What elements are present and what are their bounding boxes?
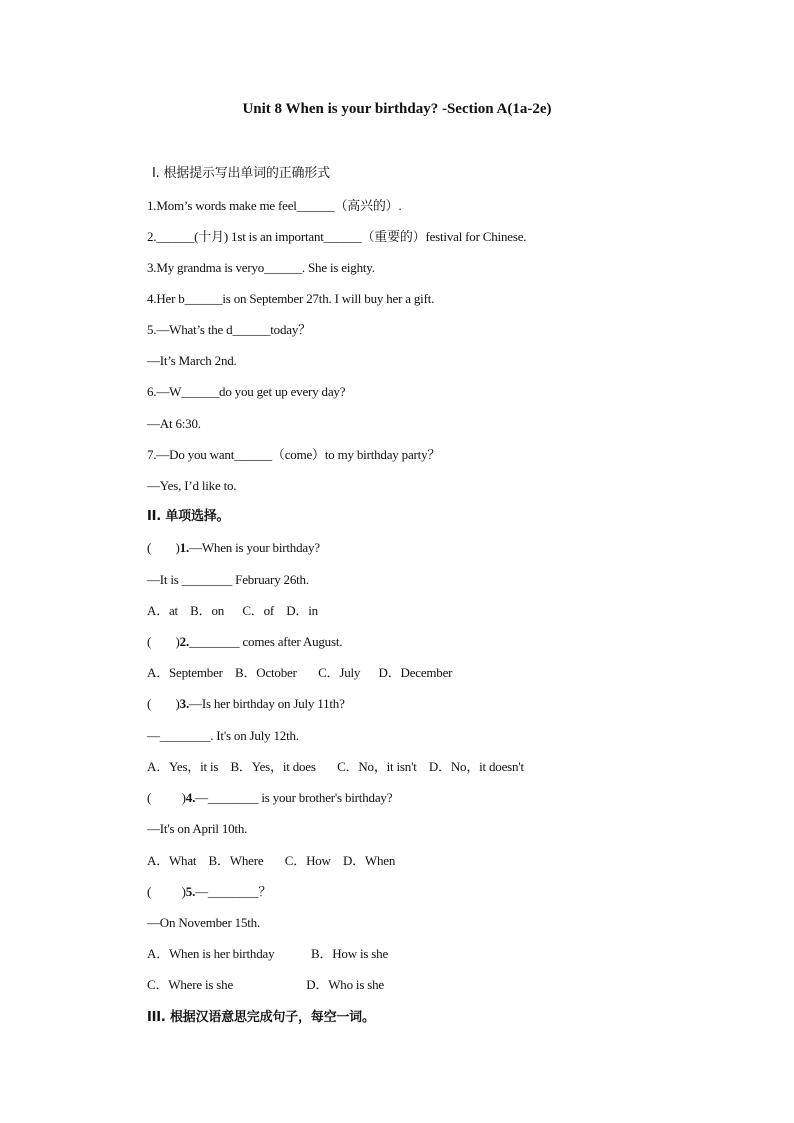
question-text: —________ is your brother's birthday? xyxy=(195,790,393,805)
options-line: A．September B．October C．July D．December xyxy=(147,665,453,680)
exercise-1-line: 2.______(十月) 1st is an important______（重要的）festival for Chinese. xyxy=(147,229,527,244)
options-line: A．Yes，it is B．Yes，it does C．No，it isn't D．No，it doesn't xyxy=(147,759,524,774)
question-number: 5. xyxy=(185,884,196,899)
question-number: 1. xyxy=(179,540,190,555)
section-3-heading: III. 根据汉语意思完成句子，每空一词。 xyxy=(147,1010,375,1025)
exercise-1-line: 1.Mom’s words make me feel______（高兴的）. xyxy=(147,198,402,213)
exercise-1-line: —At 6:30. xyxy=(147,416,201,431)
question-line xyxy=(147,633,342,651)
question-line xyxy=(147,789,392,807)
options-line: C．Where is she D．Who is she xyxy=(147,977,384,992)
answer-paren: ( ) xyxy=(147,634,180,649)
answer-paren: ( ) xyxy=(147,540,180,555)
exercise-1-line: 6.—W______do you get up every day? xyxy=(147,384,346,399)
question-line xyxy=(147,695,345,713)
question-number: 2. xyxy=(179,634,190,649)
question-number: 3. xyxy=(179,696,190,711)
options-line: A．What B．Where C．How D．When xyxy=(147,853,396,868)
page-title: Unit 8 When is your birthday? -Section A(1a-2e) xyxy=(242,101,552,117)
exercise-1-line: 7.—Do you want______（come）to my birthday party？ xyxy=(147,447,441,462)
section-2-heading: II. 单项选择。 xyxy=(147,509,230,524)
section-1-heading: Ⅰ. 根据提示写出单词的正确形式 xyxy=(152,166,330,181)
question-number: 4. xyxy=(185,790,196,805)
exercise-1-line: —Yes, I’d like to. xyxy=(147,478,237,493)
options-line: A．When is her birthday B．How is she xyxy=(147,946,389,961)
exercise-1-line: —It’s March 2nd. xyxy=(147,353,237,368)
question-line xyxy=(147,883,271,901)
question-line: —It is ________ February 26th. xyxy=(147,572,309,587)
question-text: —Is her birthday on July 11th? xyxy=(189,696,345,711)
exercise-1-line: 3.My grandma is veryo______. She is eighty. xyxy=(147,260,375,275)
question-line: —It's on April 10th. xyxy=(147,821,248,836)
answer-paren: ( ) xyxy=(147,696,180,711)
question-line: —________. It's on July 12th. xyxy=(147,728,299,743)
answer-paren: ( ) xyxy=(147,884,186,899)
question-line xyxy=(147,539,320,557)
options-line: A．at B．on C．of D．in xyxy=(147,603,318,618)
question-text: ________ comes after August. xyxy=(189,634,343,649)
exercise-1-line: 5.—What’s the d______today？ xyxy=(147,322,311,337)
question-text: —________？ xyxy=(195,884,272,899)
answer-paren: ( ) xyxy=(147,790,186,805)
exercise-1-line: 4.Her b______is on September 27th. I will buy her a gift. xyxy=(147,291,435,306)
question-text: —When is your birthday? xyxy=(189,540,320,555)
question-line: —On November 15th. xyxy=(147,915,261,930)
